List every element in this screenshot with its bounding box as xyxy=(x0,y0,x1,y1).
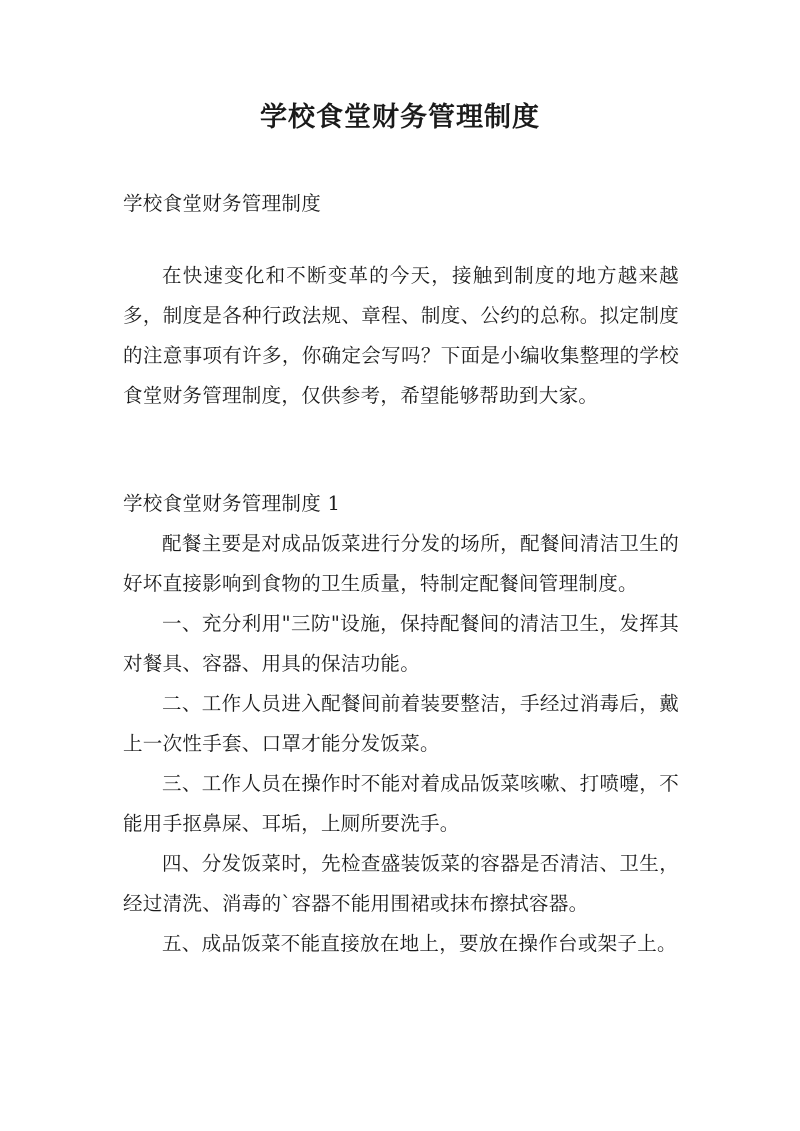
section-1-paragraph: 二、工作人员进入配餐间前着装要整洁，手经过消毒后，戴上一次性手套、口罩才能分发饭菜。 xyxy=(123,692,679,755)
section-1-paragraph: 一、充分利用"三防"设施，保持配餐间的清洁卫生，发挥其对餐具、容器、用具的保洁功能。 xyxy=(123,612,679,675)
intro-section xyxy=(123,256,679,416)
section-1-paragraph: 五、成品饭菜不能直接放在地上，要放在操作台或架子上。 xyxy=(162,932,677,955)
document-title: 学校食堂财务管理制度 xyxy=(260,102,540,133)
section-1-paragraph: 配餐主要是对成品饭菜进行分发的场所，配餐间清洁卫生的好坏直接影响到食物的卫生质量，特制定配餐间管理制度。 xyxy=(123,532,679,595)
section-1-heading-text: 学校食堂财务管理制度 1 xyxy=(123,492,341,515)
section-1-body xyxy=(123,524,679,964)
intro-paragraph: 在快速变化和不断变革的今天，接触到制度的地方越来越多，制度是各种行政法规、章程、制度、公约的总称。拟定制度的注意事项有许多，你确定会写吗？下面是小编收集整理的学校食堂财务管理制度，仅供参考，希望能够帮助到大家。 xyxy=(123,264,679,407)
section-1-heading xyxy=(123,484,679,524)
subtitle-text: 学校食堂财务管理制度 xyxy=(123,192,322,215)
document-subtitle xyxy=(123,184,679,224)
section-1-paragraph: 四、分发饭菜时，先检查盛装饭菜的容器是否清洁、卫生，经过清洗、消毒的`容器不能用围裙或抹布擦拭容器。 xyxy=(123,852,679,915)
section-1-paragraph: 三、工作人员在操作时不能对着成品饭菜咳嗽、打喷嚏，不能用手抠鼻屎、耳垢，上厕所要洗手。 xyxy=(123,772,679,835)
